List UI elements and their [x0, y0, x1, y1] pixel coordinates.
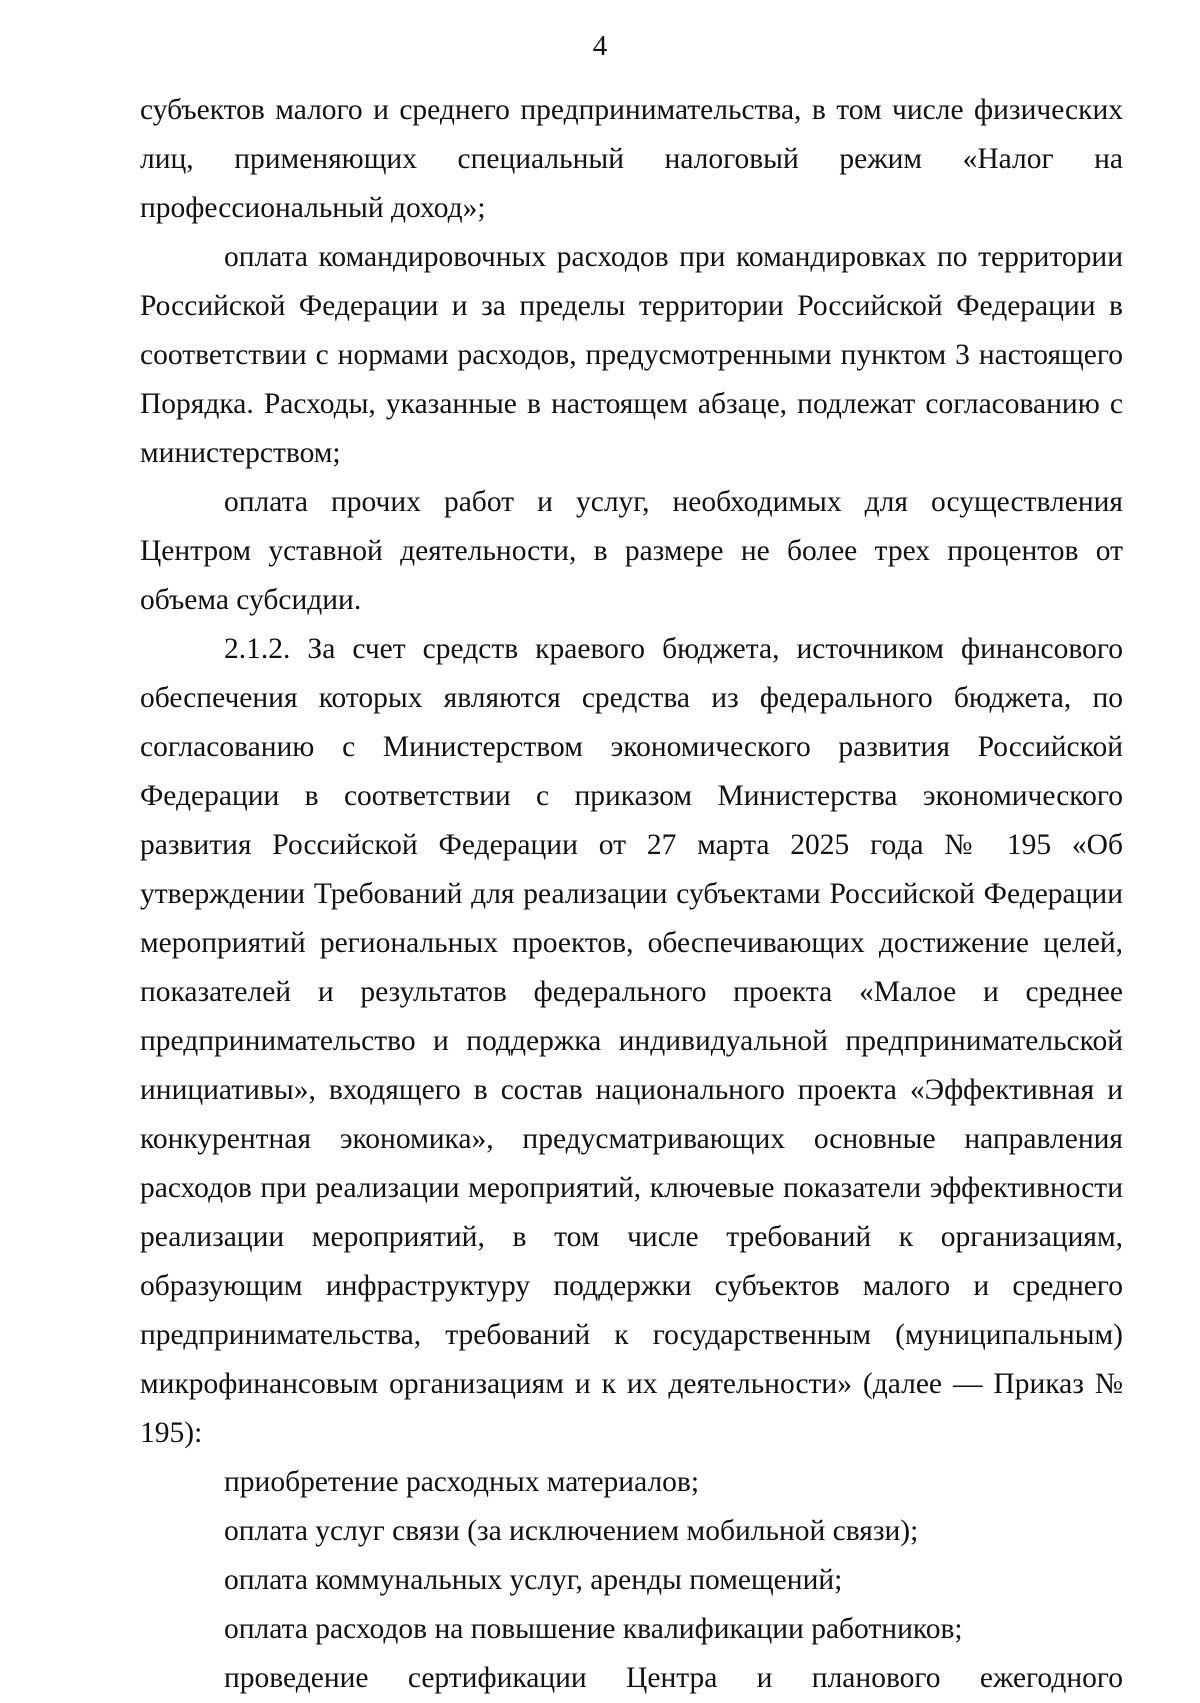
list-item: оплата расходов на повышение квалификации работников; — [224, 1613, 963, 1645]
paragraph-travel-expenses: оплата командировочных расходов при командировках по территории Российской Федерации и за пределы территории Российской Федерации в соответствии с нормами расходов, предусмотренными пунктом 3 настоящего Порядка. Расходы, указанные в настоящем абзаце, подлежат согласованию с министерством; — [140, 241, 1123, 469]
document-body — [140, 86, 1123, 1703]
list-item: проведение сертификации Центра и планового ежегодного — [224, 1662, 1123, 1694]
list-item: оплата услуг связи (за исключением мобильной связи); — [224, 1515, 919, 1547]
paragraph-section-2-1-2: 2.1.2. За счет средств краевого бюджета, источником финансового обеспечения которых являются средства из федерального бюджета, по согласованию с Министерством экономического развития Российской Федерации в соответствии с приказом Министерства экономического развития Российской Федерации от 27 марта 2025 года № 195 «Об утверждении Требований для реализации субъектами Российской Федерации мероприятий региональных проектов, обеспечивающих достижение целей, показателей и результатов федерального проекта «Малое и среднее предпринимательство и поддержка индивидуальной предпринимательской инициативы», входящего в состав национального проекта «Эффективная и конкурентная экономика», предусматривающих основные направления расходов при реализации мероприятий, ключевые показатели эффективности реализации мероприятий, в том числе требований к организациям, образующим инфраструктуру поддержки субъектов малого и среднего предпринимательства, требований к государственным (муниципальным) микрофинансовым организациям и к их деятельности» (далее — Приказ № 195): — [140, 633, 1123, 1449]
page-number: 4 — [592, 30, 608, 62]
paragraph-continuation: субъектов малого и среднего предпринимательства, в том числе физических лиц, применяющих специальный налоговый режим «Налог на профессиональный доход»; — [140, 94, 1123, 224]
list-item: приобретение расходных материалов; — [224, 1466, 700, 1498]
paragraph-other-expenses: оплата прочих работ и услуг, необходимых для осуществления Центром уставной деятельности, в размере не более трех процентов от объема субсидии. — [140, 486, 1123, 616]
list-item: оплата коммунальных услуг, аренды помещений; — [224, 1564, 843, 1596]
